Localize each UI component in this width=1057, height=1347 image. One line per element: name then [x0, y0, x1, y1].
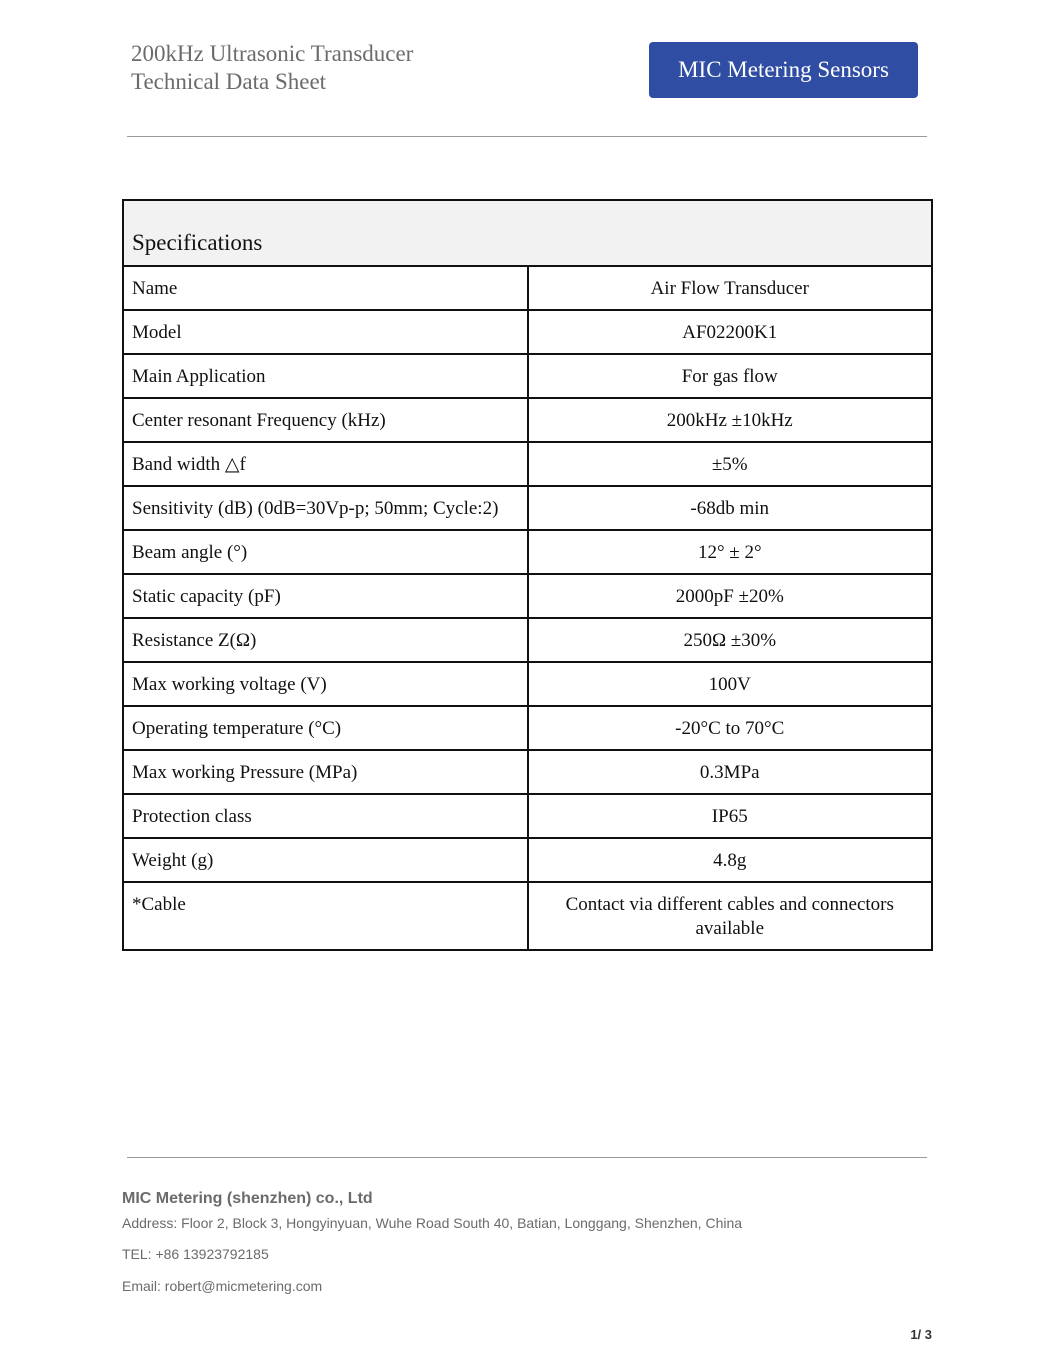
table-row — [123, 310, 932, 354]
brand-badge: MIC Metering Sensors — [649, 42, 918, 98]
spec-value-operating-temperature: -20°C to 70°C — [528, 706, 933, 750]
spec-value-max-voltage: 100V — [528, 662, 933, 706]
spec-label-weight: Weight (g) — [123, 838, 528, 882]
spec-value-cable: Contact via different cables and connectors available — [528, 882, 933, 950]
spec-label-center-frequency: Center resonant Frequency (kHz) — [123, 398, 528, 442]
footer-address: Address: Floor 2, Block 3, Hongyinyuan, Wuhe Road South 40, Batian, Longgang, Shenzhen, China — [122, 1215, 743, 1231]
spec-label-main-application: Main Application — [123, 354, 528, 398]
table-row — [123, 398, 932, 442]
spec-label-protection-class: Protection class — [123, 794, 528, 838]
specifications-heading: Specifications — [123, 200, 932, 266]
spec-label-static-capacity: Static capacity (pF) — [123, 574, 528, 618]
table-row — [123, 706, 932, 750]
table-row — [123, 750, 932, 794]
footer — [122, 1188, 742, 1296]
specifications-body — [123, 266, 932, 950]
table-row — [123, 838, 932, 882]
table-row — [123, 266, 932, 310]
table-row — [123, 442, 932, 486]
footer-divider — [127, 1157, 927, 1158]
spec-label-model: Model — [123, 310, 528, 354]
spec-label-cable: *Cable — [123, 882, 528, 950]
spec-value-resistance: 250Ω ±30% — [528, 618, 933, 662]
table-row — [123, 794, 932, 838]
spec-value-max-pressure: 0.3MPa — [528, 750, 933, 794]
table-row — [123, 882, 932, 950]
spec-label-name: Name — [123, 266, 528, 310]
specifications-table — [122, 199, 933, 951]
spec-label-sensitivity: Sensitivity (dB) (0dB=30Vp-p; 50mm; Cycle:2) — [123, 486, 528, 530]
spec-value-name: Air Flow Transducer — [528, 266, 933, 310]
spec-label-resistance: Resistance Z(Ω) — [123, 618, 528, 662]
spec-label-max-pressure: Max working Pressure (MPa) — [123, 750, 528, 794]
table-row — [123, 354, 932, 398]
document-title — [131, 40, 413, 96]
footer-telephone: TEL: +86 13923792185 — [122, 1246, 269, 1262]
header-divider — [127, 136, 927, 137]
spec-label-max-voltage: Max working voltage (V) — [123, 662, 528, 706]
spec-value-center-frequency: 200kHz ±10kHz — [528, 398, 933, 442]
page-number: 1/ 3 — [910, 1327, 932, 1342]
footer-company-name: MIC Metering (shenzhen) co., Ltd — [122, 1190, 373, 1207]
spec-value-weight: 4.8g — [528, 838, 933, 882]
spec-value-static-capacity: 2000pF ±20% — [528, 574, 933, 618]
document-title-line-2: Technical Data Sheet — [131, 69, 327, 94]
table-row — [123, 574, 932, 618]
spec-value-band-width: ±5% — [528, 442, 933, 486]
spec-value-sensitivity: -68db min — [528, 486, 933, 530]
spec-value-protection-class: IP65 — [528, 794, 933, 838]
spec-label-operating-temperature: Operating temperature (°C) — [123, 706, 528, 750]
spec-value-beam-angle: 12° ± 2° — [528, 530, 933, 574]
table-row — [123, 486, 932, 530]
table-row — [123, 662, 932, 706]
spec-label-beam-angle: Beam angle (°) — [123, 530, 528, 574]
table-row — [123, 530, 932, 574]
document-title-line-1: 200kHz Ultrasonic Transducer — [131, 41, 414, 66]
spec-value-model: AF02200K1 — [528, 310, 933, 354]
footer-email: Email: robert@micmetering.com — [122, 1278, 323, 1294]
spec-value-main-application: For gas flow — [528, 354, 933, 398]
table-row — [123, 618, 932, 662]
spec-label-band-width: Band width △f — [123, 442, 528, 486]
